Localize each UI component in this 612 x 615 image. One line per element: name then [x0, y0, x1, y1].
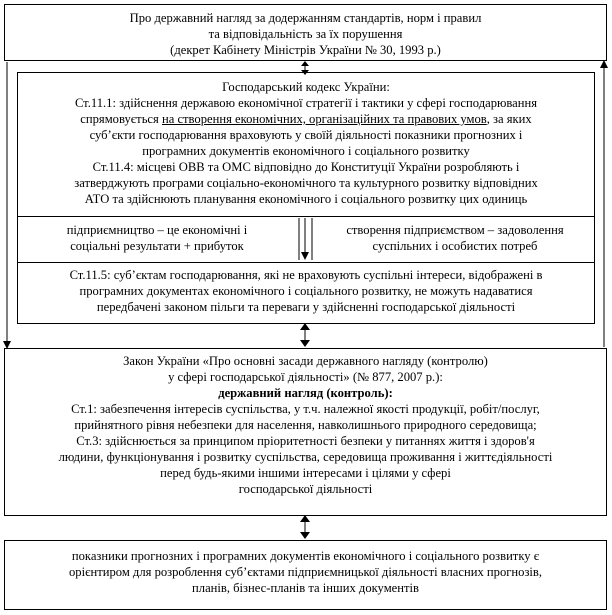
law-line-9: господарської діяльності — [238, 482, 373, 496]
entrepreneurship-text — [17, 222, 297, 254]
code-line-7: АТО та здійснюють планування економічного і соціального розвитку цих одиниць — [84, 192, 528, 206]
law-line-4: Ст.1: забезпечення інтересів суспільства, у т.ч. належної якості продукції, робіт/послуг, — [71, 402, 540, 416]
article-11-5-text — [17, 267, 595, 315]
code-line-4: програмних документів економічного і соціального розвитку — [142, 144, 470, 158]
entrepreneurship-line-1: підприємництво – це економічні і — [66, 223, 248, 237]
article-11-5-line-2: програмних документах економічного і соціального розвитку, не можуть надаватися — [79, 284, 533, 298]
code-line-2: спрямовується на створення економічних, організаційних та правових умов, за яких — [80, 112, 532, 126]
decree-line-3: (декрет Кабінету Міністрів України № 30, 1993 р.) — [170, 43, 441, 57]
law-line-2: у сфері господарської діяльності» (№ 877, 2007 р.): — [168, 370, 443, 384]
entrepreneurship-line-2: соціальні результати + прибуток — [70, 239, 244, 253]
article-11-5-line-3: передбачені законом пільги та переваги у здійсненні господарської діяльності — [96, 300, 516, 314]
commercial-code-text — [20, 79, 592, 207]
law-line-8: перед будь-якими іншими інтересами і цілями у сфері — [160, 466, 451, 480]
law-text — [4, 353, 607, 497]
enterprise-line-2: суспільних і особистих потреб — [372, 239, 538, 253]
indicators-line-2: орієнтиром для розроблення суб’єктами підприємницької діяльності власних прогнозів, — [68, 565, 543, 579]
law-line-7: людини, функціонування і розвитку суспільства, середовища проживання і життєдіяльності — [58, 450, 553, 464]
code-title: Господарський кодекс України: — [222, 80, 390, 94]
code-line-1: Ст.11.1: здійснення державою економічної стратегії і тактики у сфері господарювання — [74, 96, 538, 110]
law-heading: державний нагляд (контроль): — [218, 386, 393, 400]
code-line-6: затверджують програми соціально-економічного та культурного розвитку відповідних — [74, 176, 538, 190]
decree-line-1: Про державний нагляд за додержанням стандартів, норм і правил — [129, 11, 482, 25]
article-11-5-line-1: Ст.11.5: суб’єктам господарювання, які не враховують суспільні інтереси, відображені в — [69, 268, 543, 282]
decree-text — [4, 10, 607, 58]
enterprise-text — [315, 222, 595, 254]
code-line-5: Ст.11.4: місцеві ОВВ та ОМС відповідно до Конституції України розробляють і — [92, 160, 520, 174]
code-line-3: суб’єкти господарювання враховують у своїй діяльності показники прогнозних і — [89, 128, 523, 142]
law-line-6: Ст.3: здійснюється за принципом пріоритетності безпеки у питаннях життя і здоров'я — [76, 434, 535, 448]
indicators-text — [4, 548, 607, 596]
indicators-line-3: планів, бізнес-планів та інших документів — [192, 581, 419, 595]
code-separator — [17, 216, 595, 217]
mid-separator — [17, 262, 595, 263]
law-line-5: прийнятного рівня небезпеки для населення, навколишнього природного середовища; — [74, 418, 537, 432]
indicators-line-1: показники прогнозних і програмних документів економічного і соціального розвитку є — [71, 549, 540, 563]
decree-line-2: та відповідальність за їх порушення — [208, 27, 403, 41]
law-line-1: Закон України «Про основні засади державного нагляду (контролю) — [123, 354, 488, 368]
enterprise-line-1: створення підприємством – задоволення — [346, 223, 564, 237]
